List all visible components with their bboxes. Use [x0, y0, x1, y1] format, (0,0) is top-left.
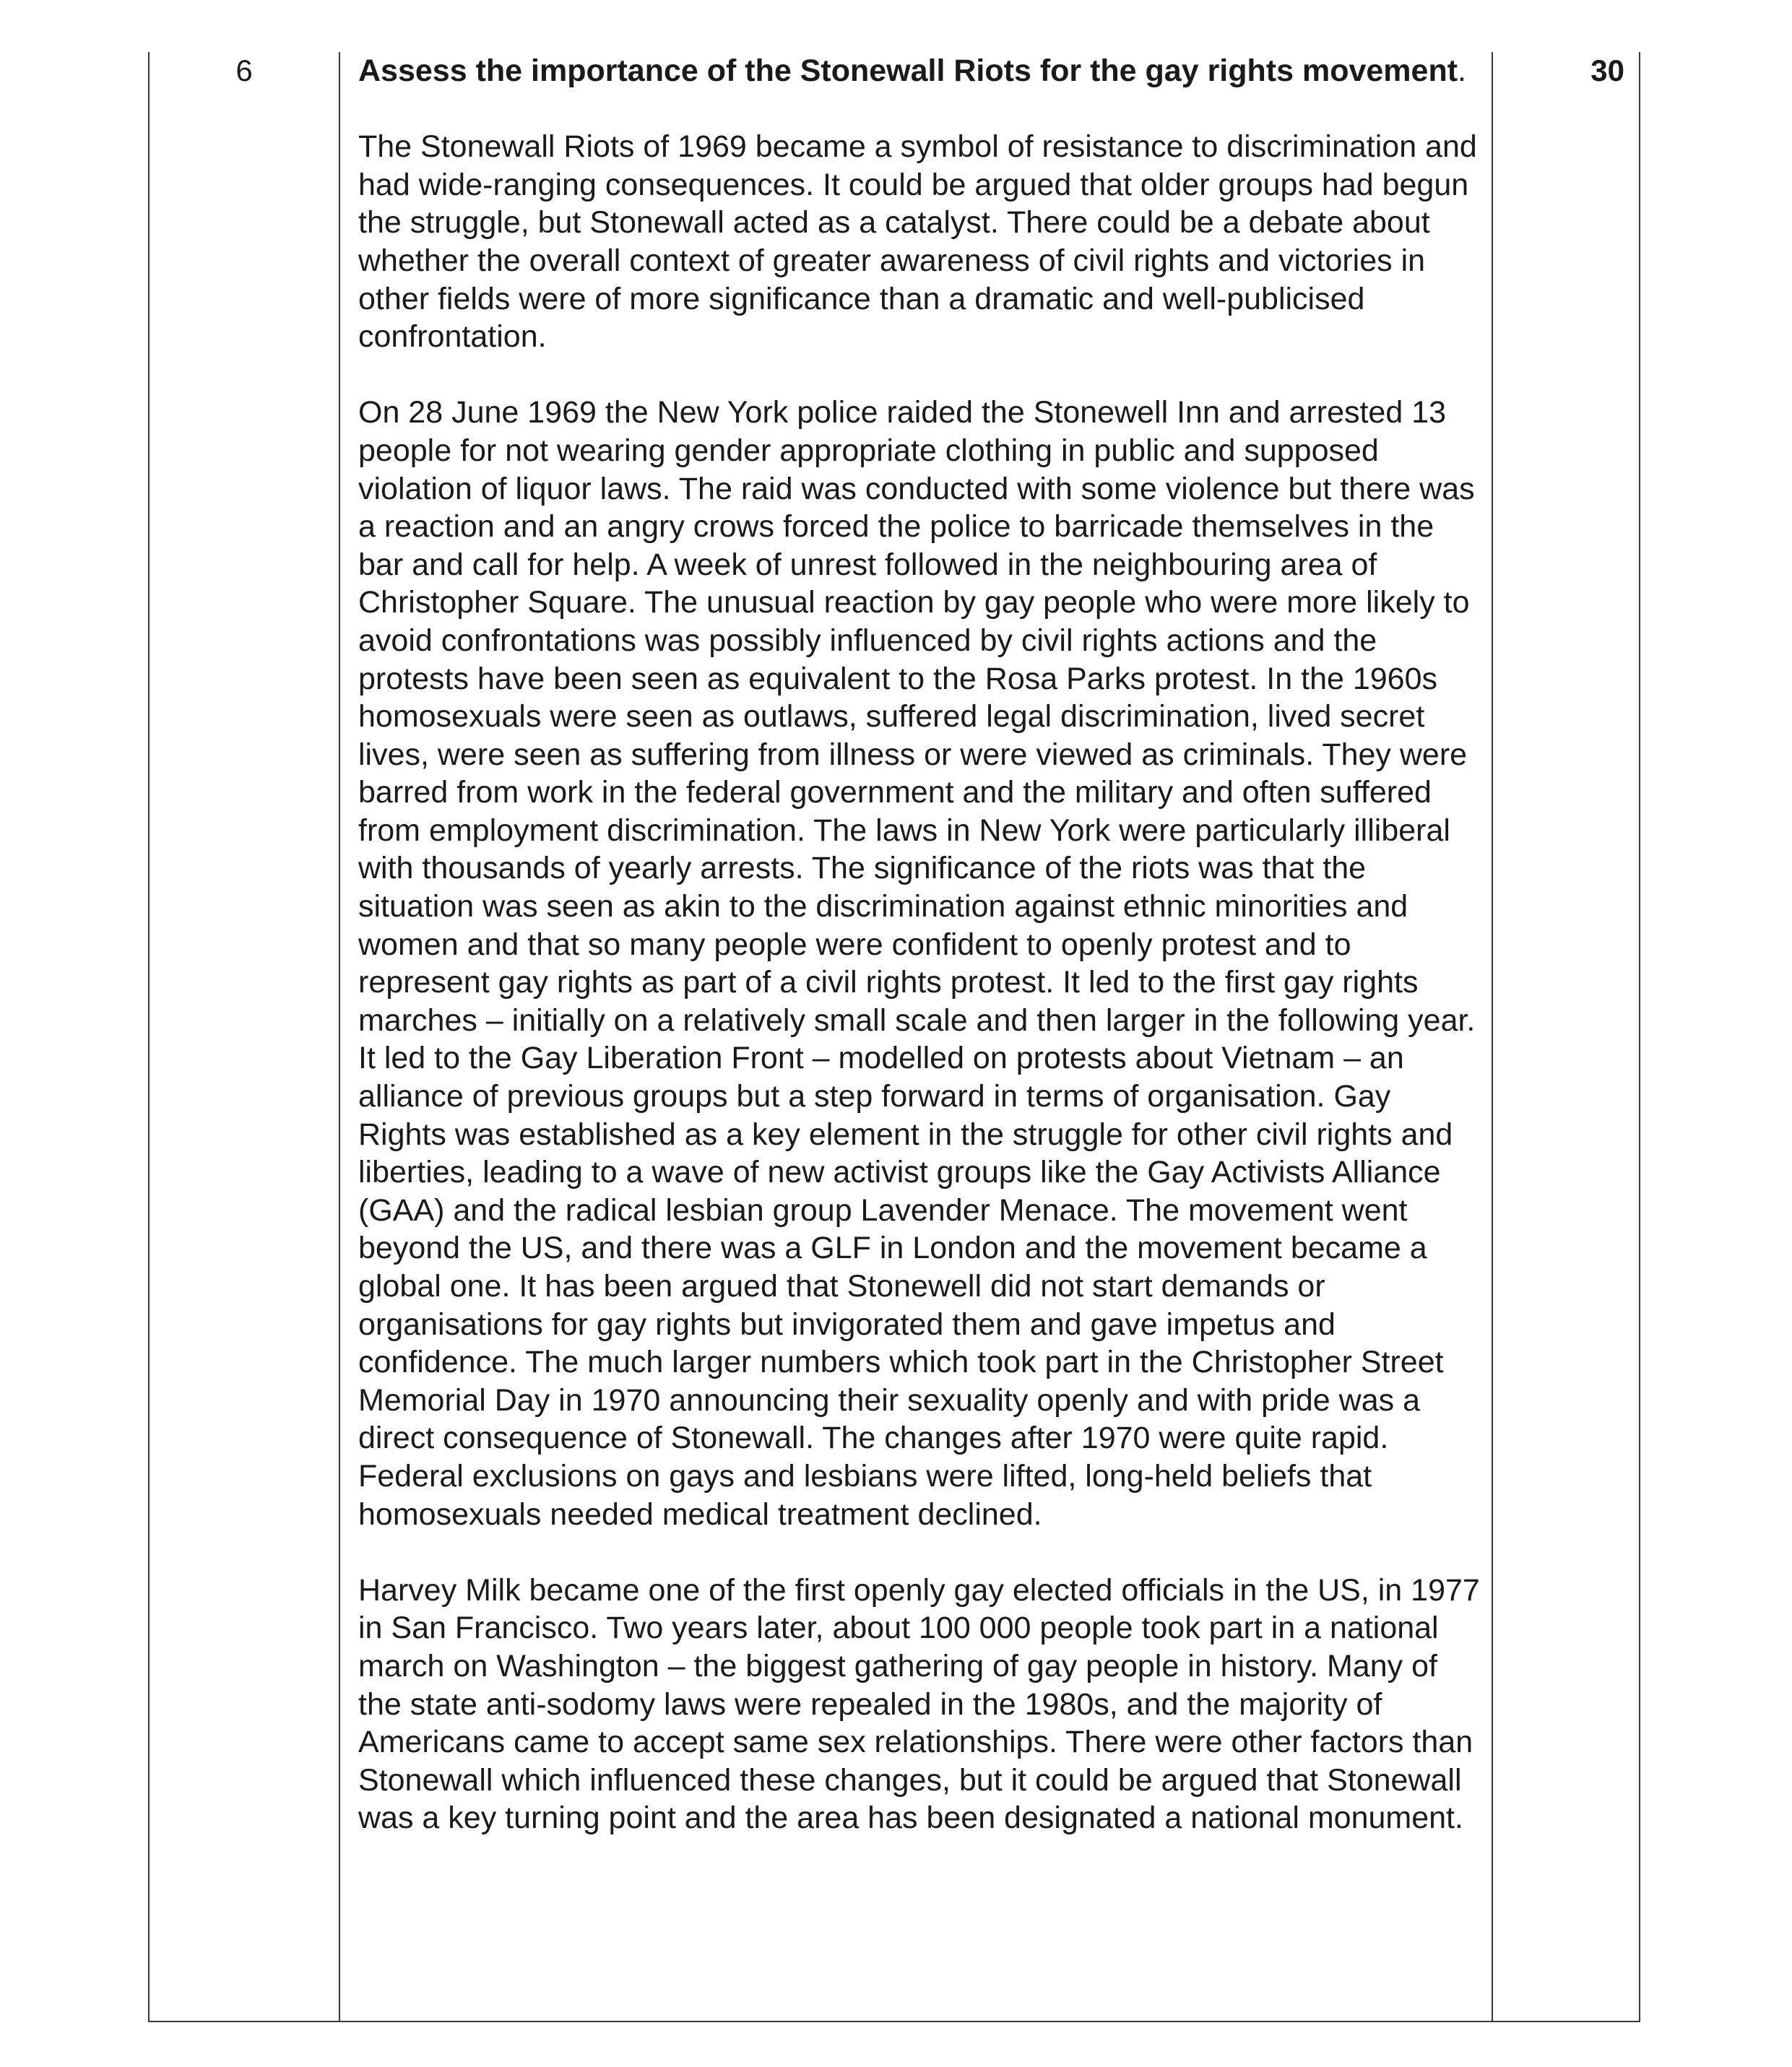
question-text: [358, 52, 1485, 90]
answer-paragraph-conclusion: Harvey Milk became one of the first openly gay elected officials in the US, in 1977 in San Francisco. Two years later, about 100 000 people took part in a national march on Washington – the biggest gathering of gay people in history. Many of the state anti-sodomy laws were repealed in the 1980s, and the majority of Americans came to accept same sex relationships. There were other factors than Stonewall which influenced these changes, but it could be argued that Stonewall was a key turning point and the area has been designated a national monument.: [358, 1572, 1480, 1836]
question-title-suffix: .: [1458, 53, 1466, 88]
column-divider: [1492, 52, 1493, 2021]
answer-paragraph-intro: The Stonewall Riots of 1969 became a symbol of resistance to discrimination and had wide-ranging consequences. It could be argued that older groups had begun the struggle, but Stonewall acted as a catalyst. There could be a debate about whether the overall context of greater awareness of civil rights and victories in other fields were of more significance than a dramatic and well-publicised confrontation.: [358, 129, 1477, 355]
answer-content: [358, 52, 1485, 1837]
answer-paragraph-main: On 28 June 1969 the New York police raided the Stonewell Inn and arrested 13 people for not wearing gender appropriate clothing in public and supposed violation of liquor laws. The raid was conducted with some violence but there was a reaction and an angry crows forced the police to barricade themselves in the bar and call for help. A week of unrest followed in the neighbouring area of Christopher Square. The unusual reaction by gay people who were more likely to avoid confrontations was possibly influenced by civil rights actions and the protests have been seen as equivalent to the Rosa Parks protest. In the 1960s homosexuals were seen as outlaws, suffered legal discrimination, lived secret lives, were seen as suffering from illness or were viewed as criminals. They were barred from work in the federal government and the military and often suffered from employment discrimination. The laws in New York were particularly illiberal with thousands of yearly arrests. The significance of the riots was that the situation was seen as akin to the discrimination against ethnic minorities and women and that so many people were confident to openly protest and to represent gay rights as part of a civil rights protest. It led to the first gay rights marches – initially on a relatively small scale and then larger in the following year. It led to the Gay Liberation Front – modelled on protests about Vietnam – an alliance of previous groups but a step forward in terms of organisation. Gay Rights was established as a key element in the struggle for other civil rights and liberties, leading to a wave of new activist groups like the Gay Activists Alliance (GAA) and the radical lesbian group Lavender Menace. The movement went beyond the US, and there was a GLF in London and the movement became a global one. It has been argued that Stonewell did not start demands or organisations for gay rights but invigorated them and gave impetus and confidence. The much larger numbers which took part in the Christopher Street Memorial Day in 1970 announcing their sexuality openly and with pride was a direct consequence of Stonewall. The changes after 1970 were quite rapid. Federal exclusions on gays and lesbians were lifted, long-held beliefs that homosexuals needed medical treatment declined.: [358, 395, 1476, 1532]
mark-scheme-table: [148, 52, 1640, 2022]
column-divider: [339, 52, 340, 2021]
marks-value: 30: [1590, 53, 1624, 87]
question-number: 6: [235, 53, 253, 87]
question-title: Assess the importance of the Stonewall Riots for the gay rights movement: [358, 53, 1458, 88]
